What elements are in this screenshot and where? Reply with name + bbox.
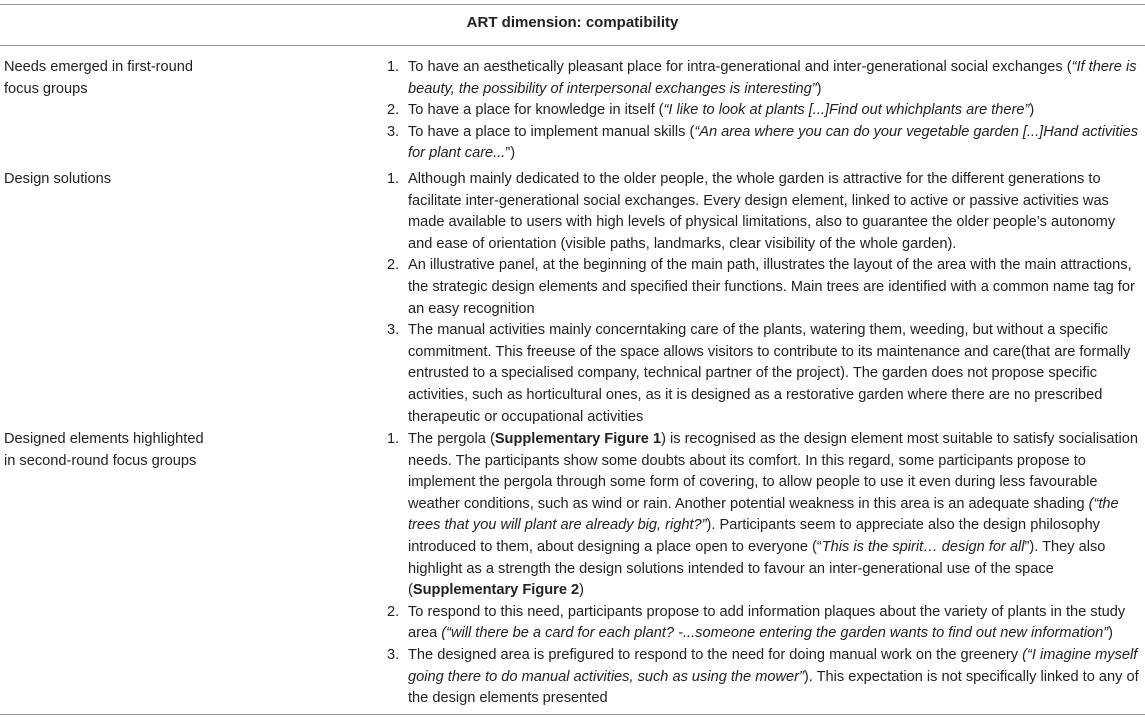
item-number: 3. bbox=[387, 646, 400, 663]
item-text-segment: The manual activities mainly concerntaking care of the plants, watering them, weeding, but without a specific commitment. This freeuse of the space allows visitors to contribute to its maintenance and care(that are formally entrusted to a specialised company, technical partner of the project). The garden does not propose specific activities, such as horticultural ones, as it is designed as a restorative garden where there are no prescribed therapeutic or occupational activities bbox=[408, 322, 1131, 425]
item-text-segment: ) bbox=[579, 582, 584, 599]
item-list bbox=[381, 429, 1143, 710]
item-number: 1. bbox=[387, 171, 400, 187]
row-label bbox=[4, 57, 234, 100]
item-text-segment: The pergola ( bbox=[408, 431, 495, 447]
row-label-line: in second-round focus groups bbox=[4, 452, 197, 469]
item-text-segment: To have a place for knowledge in itself ( bbox=[408, 102, 664, 119]
row-label-line: focus groups bbox=[4, 80, 88, 97]
item-text-segment: To have an aesthetically pleasant place for intra-generational and inter-generational social exchanges ( bbox=[408, 59, 1072, 75]
item-number: 1. bbox=[387, 431, 400, 447]
item-text-segment: (“will there be a card for each plant? -...someone entering the garden wants to find out new information” bbox=[441, 625, 1109, 642]
list-item bbox=[381, 57, 1143, 100]
list-item bbox=[381, 255, 1143, 320]
row-label-line: Designed elements highlighted bbox=[4, 431, 204, 447]
item-text-segment: ) is recognised as the design element most suitable to satisfy socialisation needs. The participants show some doubts about its comfort. In this regard, some participants propose to implement the pergola through some form of covering, to allow people to use it even during less favourable weather conditions, such as wind or rain. Another potential weakness in this area is an adequate shading bbox=[408, 431, 1139, 512]
item-text-segment: Supplementary Figure 1 bbox=[494, 431, 662, 447]
item-text-segment: (“I imagine myself going there to do manual activities, such as using the mower” bbox=[408, 646, 1138, 685]
item-list bbox=[381, 57, 1143, 165]
list-item bbox=[381, 100, 1143, 122]
item-text-segment: The designed area is prefigured to respond to the need for doing manual work on the greenery bbox=[408, 646, 1023, 663]
list-item bbox=[381, 169, 1143, 255]
item-text-segment: ”). They also highlight as a strength the design solutions intended to favour an inter-generational use of the space ( bbox=[408, 538, 1106, 599]
table-header: ART dimension: compatibility bbox=[466, 14, 679, 31]
list-item bbox=[381, 122, 1143, 165]
row-label-line: Design solutions bbox=[4, 171, 112, 187]
row-label bbox=[4, 429, 234, 472]
row-label-line: Needs emerged in first-round bbox=[4, 59, 193, 75]
item-number: 2. bbox=[387, 257, 400, 274]
item-text-segment: “If there is beauty, the possibility of interpersonal exchanges is interesting” bbox=[408, 59, 1137, 97]
header-rule bbox=[0, 45, 1145, 46]
list-item bbox=[381, 429, 1143, 602]
item-text-segment: This is the spirit… design for all bbox=[821, 538, 1025, 555]
item-text-segment: ) bbox=[1108, 625, 1113, 642]
item-text-segment: “I like to look at plants [...]Find out whichplants are there” bbox=[663, 102, 1030, 119]
item-text-segment: ). Participants seem to appreciate also the design philosophy introduced to them, about designing a place open to everyone (“ bbox=[408, 517, 1100, 555]
item-number: 3. bbox=[387, 123, 400, 140]
item-text-segment: To have a place to implement manual skills ( bbox=[408, 123, 695, 140]
item-text-segment: (“the trees that you will plant are already big, right?” bbox=[408, 495, 1119, 534]
list-item bbox=[381, 645, 1143, 710]
item-text-segment: Although mainly dedicated to the older people, the whole garden is attractive for the different generations to facilitate inter-generational social exchanges. Every design element, linked to active or passive activities was made available to users with high levels of physical limitations, also to guarantee the older people’s autonomy and ease of orientation (visible paths, landmarks, clear visibility of the whole garden). bbox=[408, 171, 1116, 252]
table-top-rule bbox=[0, 4, 1145, 5]
item-text-segment: Supplementary Figure 2 bbox=[412, 582, 580, 599]
row-label bbox=[4, 169, 234, 191]
item-text-segment: To respond to this need, participants propose to add information plaques about the variety of plants in the study area bbox=[408, 603, 1126, 642]
item-number: 2. bbox=[387, 603, 400, 620]
list-item bbox=[381, 602, 1143, 645]
item-text-segment: An illustrative panel, at the beginning of the main path, illustrates the layout of the area with the main attractions, the strategic design elements and specified their functions. Main trees are identified with a common name tag for an easy recognition bbox=[408, 257, 1135, 317]
item-text-segment: ) bbox=[1029, 102, 1035, 119]
table-bottom-rule bbox=[0, 714, 1145, 715]
item-text-segment: “An area where you can do your vegetable garden [...]Hand activities for plant care... bbox=[408, 123, 1139, 162]
item-number: 3. bbox=[387, 322, 400, 339]
item-text-segment: ). This expectation is not specifically linked to any of the design elements presented bbox=[408, 668, 1139, 707]
item-number: 2. bbox=[387, 102, 400, 119]
item-number: 1. bbox=[387, 59, 400, 75]
list-item bbox=[381, 320, 1143, 428]
item-list bbox=[381, 169, 1143, 428]
item-text-segment: ) bbox=[816, 80, 822, 97]
item-text-segment: ”) bbox=[505, 145, 516, 162]
